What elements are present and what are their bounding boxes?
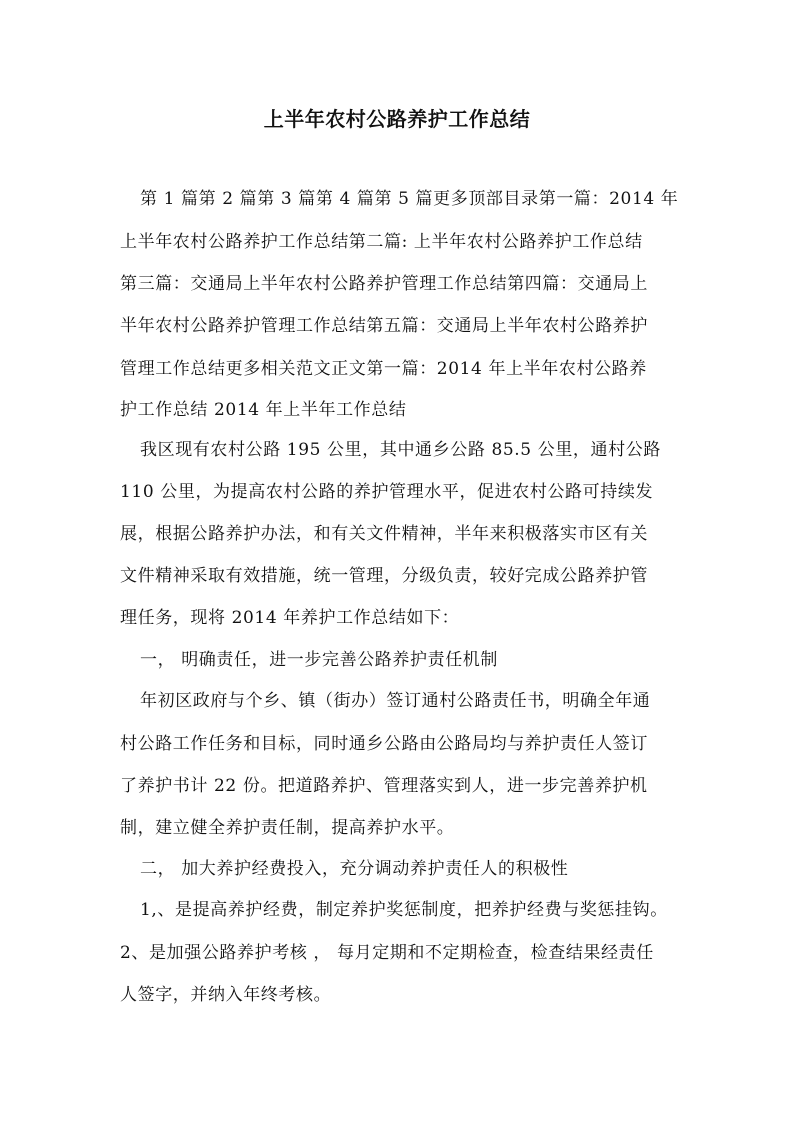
item-2-line-1: 2、是加强公路养护考核 ， 每月定期和不定期检查，检查结果经责任 — [120, 943, 654, 963]
paragraph-2-line-4: 制，建立健全养护责任制，提高养护水平。 — [120, 818, 455, 838]
section-heading-2: 二， 加大养护经费投入，充分调动养护责任人的积极性 — [140, 859, 569, 879]
toc-line-4: 半年农村公路养护管理工作总结第五篇：交通局上半年农村公路养护 — [120, 316, 648, 336]
document-title: 上半年农村公路养护工作总结 — [263, 107, 531, 131]
toc-line-5: 管理工作总结更多相关范文正文第一篇：2014 年上半年农村公路养 — [120, 359, 647, 379]
toc-line-3: 第三篇：交通局上半年农村公路养护管理工作总结第四篇：交通局上 — [120, 274, 648, 294]
section-heading-1: 一， 明确责任，进一步完善公路养护责任机制 — [140, 650, 499, 670]
paragraph-2-line-2: 村公路工作任务和目标，同时通乡公路由公路局均与养护责任人签订 — [120, 734, 648, 754]
paragraph-1-line-3: 展，根据公路养护办法，和有关文件精神，半年来积极落实市区有关 — [120, 524, 648, 544]
paragraph-2-line-3: 了养护书计 22 份。把道路养护、管理落实到人，进一步完善养护机 — [120, 776, 648, 796]
toc-line-1: 第 1 篇第 2 篇第 3 篇第 4 篇第 5 篇更多顶部目录第一篇：2014 年 — [140, 189, 679, 209]
toc-line-6: 护工作总结 2014 年上半年工作总结 — [120, 400, 407, 420]
paragraph-1-line-1: 我区现有农村公路 195 公里，其中通乡公路 85.5 公里，通村公路 — [140, 440, 661, 460]
paragraph-2-line-1: 年初区政府与个乡、镇（街办）签订通村公路责任书，明确全年通 — [140, 691, 651, 711]
item-1: 1,、是提高养护经费，制定养护奖惩制度，把养护经费与奖惩挂钩。 — [140, 900, 668, 920]
item-2-line-2: 人签字，并纳入年终考核。 — [120, 985, 332, 1005]
paragraph-1-line-4: 文件精神采取有效措施，统一管理，分级负责，较好完成公路养护管 — [120, 566, 648, 586]
paragraph-1-line-5: 理任务，现将 2014 年养护工作总结如下： — [120, 608, 460, 628]
toc-line-2: 上半年农村公路养护工作总结第二篇: 上半年农村公路养护工作总结 — [120, 232, 643, 252]
paragraph-1-line-2: 110 公里，为提高农村公路的养护管理水平，促进农村公路可持续发 — [120, 482, 654, 502]
